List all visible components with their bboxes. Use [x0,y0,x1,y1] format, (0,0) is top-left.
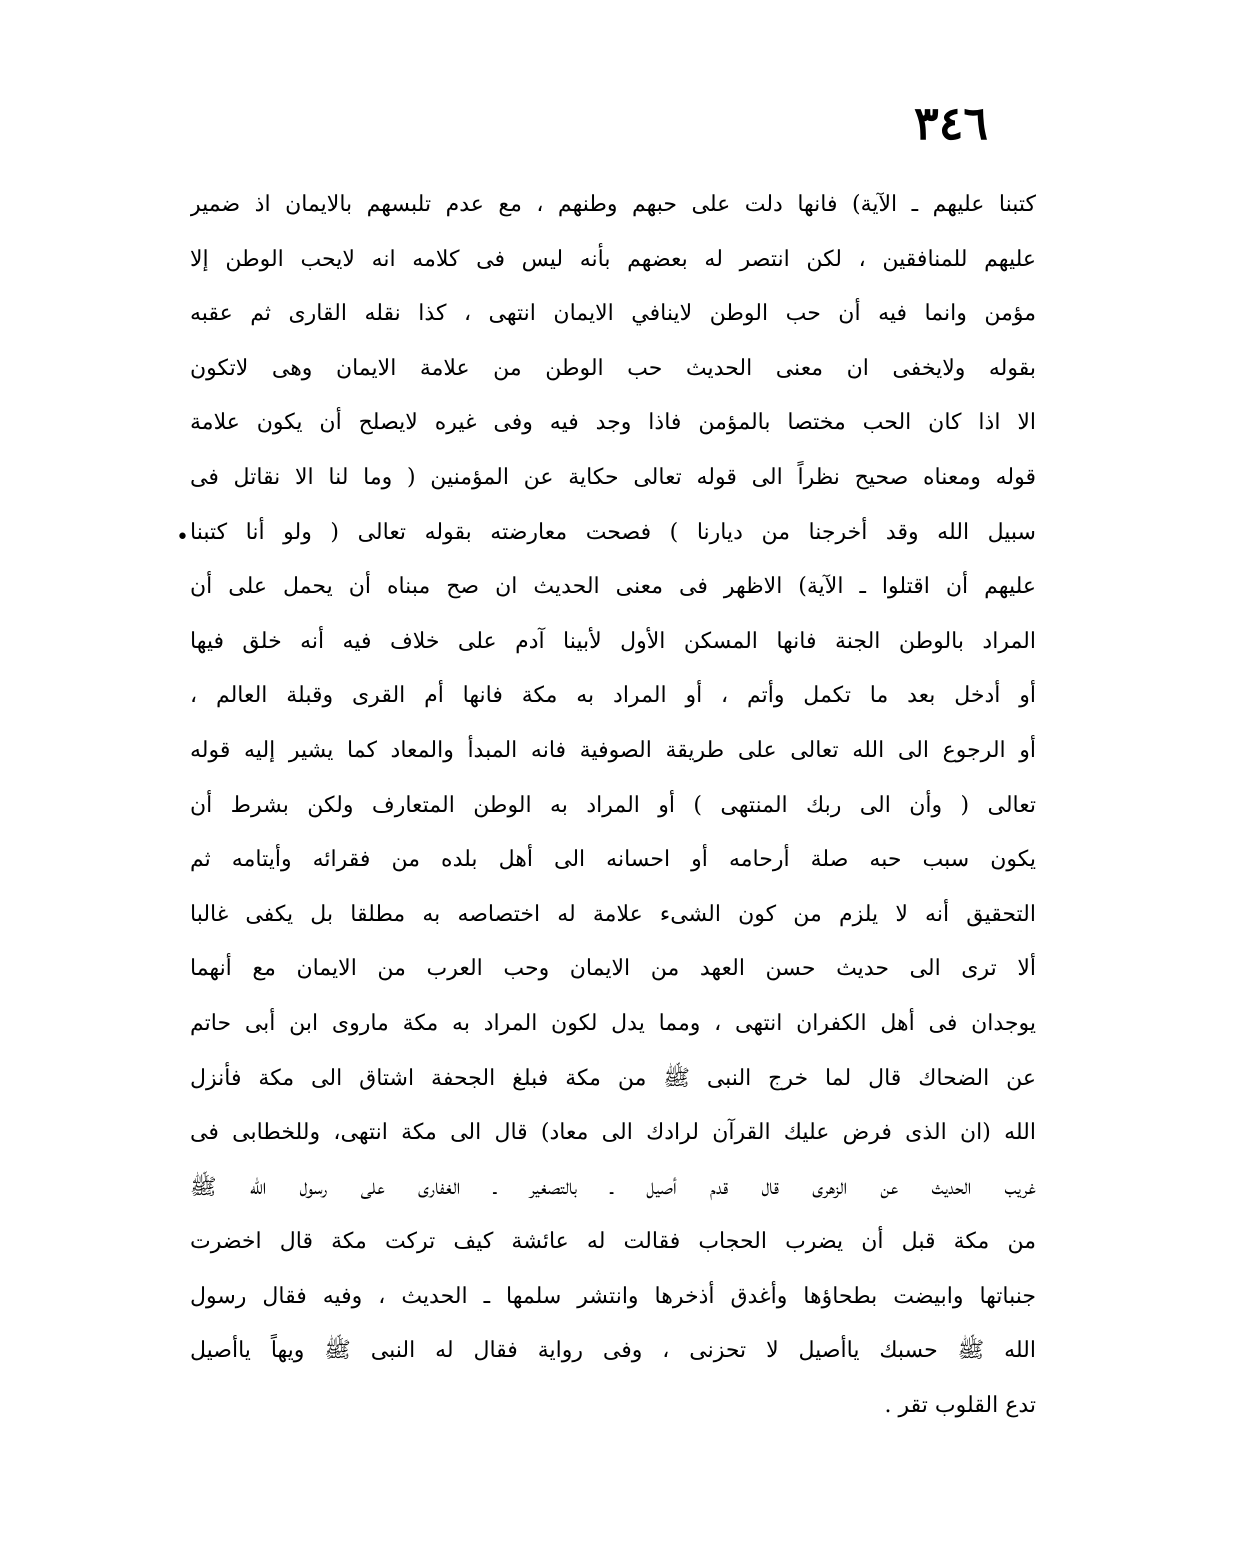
text-line: عليهم أن اقتلوا ـ الآية) الاظهر فى معنى الحديث ان صح مبناه أن يحمل على أن [190,574,1036,600]
margin-mark: • [176,525,189,550]
body-text [190,178,1036,1434]
text-line: عن الضحاك قال لما خرج النبى ﷺ من مكة فبلغ الجحفة اشتاق الى مكة فأنزل [190,1065,1036,1091]
text-line: الله ﷺ حسبك ياأصيل لا تحزنى ، وفى رواية فقال له النبى ﷺ ويهاً ياأصيل [190,1338,1036,1364]
text-line: بقوله ولايخفى ان معنى الحديث حب الوطن من علامة الايمان وهى لاتكون [190,355,1036,381]
page-number: ٣٤٦ [914,96,989,150]
text-line: سبيل الله وقد أخرجنا من ديارنا ) فصحت معارضته بقوله تعالى ( ولو أنا كتبنا [190,519,1036,545]
text-line: مؤمن وانما فيه أن حب الوطن لاينافي الايمان انتهى ، كذا نقله القارى ثم عقبه [190,301,1036,327]
text-line: قوله ومعناه صحيح نظراً الى قوله تعالى حكاية عن المؤمنين ( وما لنا الا نقاتل فى [190,464,1036,490]
text-line: يوجدان فى أهل الكفران انتهى ، ومما يدل لكون المراد به مكة ماروى ابن أبى حاتم [190,1010,1036,1036]
text-line: جنباتها وابيضت بطحاؤها وأغدق أذخرها وانتشر سلمها ـ الحديث ، وفيه فقال رسول [190,1283,1036,1309]
text-line: المراد بالوطن الجنة فانها المسكن الأول لأبينا آدم على خلاف فيه أنه خلق فيها [190,628,1036,654]
text-line: التحقيق أنه لا يلزم من كون الشىء علامة له اختصاصه به مطلقا بل يكفى غالبا [190,901,1036,927]
text-line: يكون سبب حبه صلة أرحامه أو احسانه الى أهل بلده من فقرائه وأيتامه ثم [190,847,1036,873]
text-line: ألا ترى الى حديث حسن العهد من الايمان وحب العرب من الايمان مع أنهما [190,956,1036,982]
text-line: غريب الحديث عن الزهرى قال قدم أصيل ـ بالتصغير ـ الغفارى على رسول الله ﷺ [190,1174,1036,1200]
text-line: الا اذا كان الحب مختصا بالمؤمن فاذا وجد فيه وفى غيره لايصلح أن يكون علامة [190,410,1036,436]
text-line: كتبنا عليهم ـ الآية) فانها دلت على حبهم وطنهم ، مع عدم تلبسهم بالايمان اذ ضمير [190,192,1036,217]
text-line: تعالى ( وأن الى ربك المنتهى ) أو المراد به الوطن المتعارف ولكن بشرط أن [190,792,1036,818]
text-line: الله (ان الذى فرض عليك القرآن لرادك الى معاد) قال الى مكة انتهى، وللخطابى فى [190,1120,1036,1146]
text-line: أو أدخل بعد ما تكمل وأتم ، أو المراد به مكة فانها أم القرى وقبلة العالم ، [190,683,1036,709]
text-line: عليهم للمنافقين ، لكن انتصر له بعضهم بأنه ليس فى كلامه انه لايحب الوطن إلا [190,246,1036,272]
text-line: من مكة قبل أن يضرب الحجاب فقالت له عائشة كيف تركت مكة قال اخضرت [190,1229,1036,1255]
text-line: تدع القلوب تقر . [884,1393,1036,1419]
text-line: أو الرجوع الى الله تعالى على طريقة الصوفية فانه المبدأ والمعاد كما يشير إليه قوله [190,737,1036,763]
